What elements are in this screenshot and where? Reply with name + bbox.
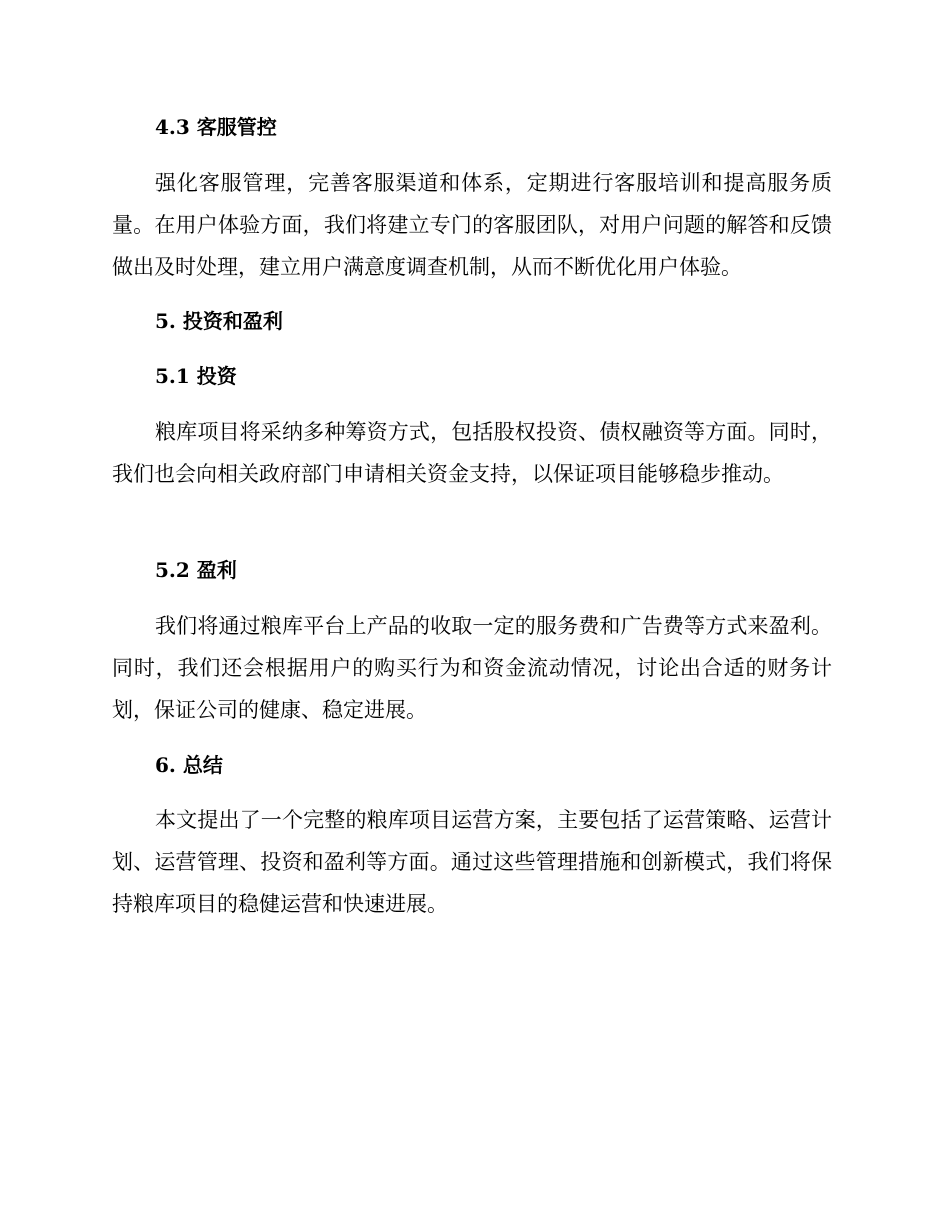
section-paragraph-profit: 我们将通过粮库平台上产品的收取一定的服务费和广告费等方式来盈利。同时，我们还会根据用户的购买行为和资金流动情况，讨论出合适的财务计划，保证公司的健康、稳定进展。 <box>112 614 832 722</box>
section-paragraph-investment: 粮库项目将采纳多种筹资方式，包括股权投资、债权融资等方面。同时，我们也会向相关政府部门申请相关资金支持，以保证项目能够稳步推动。 <box>112 420 832 486</box>
section-paragraph-customer-service: 强化客服管理，完善客服渠道和体系，定期进行客服培训和提高服务质量。在用户体验方面，我们将建立专门的客服团队，对用户问题的解答和反馈做出及时处理，建立用户满意度调查机制，从而不断优化用户体验。 <box>112 171 832 279</box>
section-heading-customer-service: 4.3 客服管控 <box>155 115 277 139</box>
section-heading-profit: 5.2 盈利 <box>155 558 237 582</box>
section-heading-summary: 6. 总结 <box>155 753 223 777</box>
section-paragraph-summary: 本文提出了一个完整的粮库项目运营方案，主要包括了运营策略、运营计划、运营管理、投资和盈利等方面。通过这些管理措施和创新模式，我们将保持粮库项目的稳健运营和快速进展。 <box>112 808 832 916</box>
section-heading-investment: 5.1 投资 <box>155 364 237 388</box>
section-heading-investment-profit: 5. 投资和盈利 <box>155 309 283 333</box>
